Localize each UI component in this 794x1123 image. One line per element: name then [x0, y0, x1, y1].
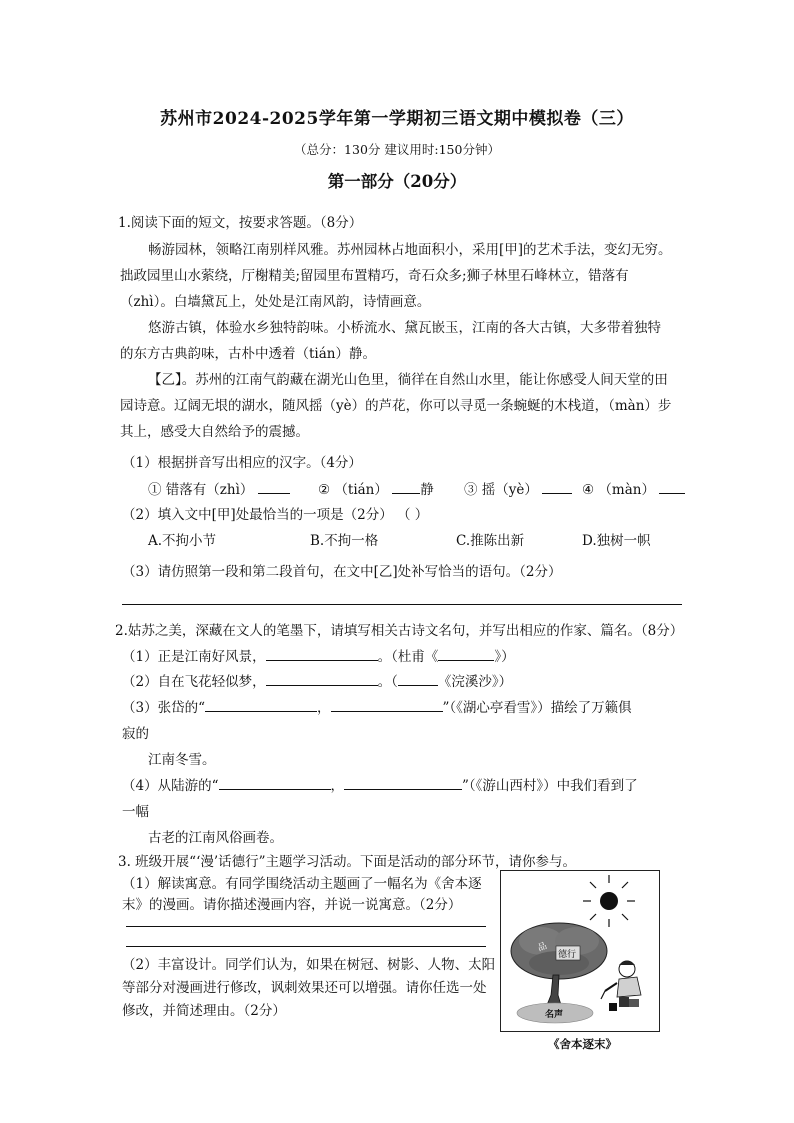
q1-option-c[interactable]: C.推陈出新 [456, 533, 525, 549]
part-heading: 第一部分（20分） [327, 172, 467, 191]
answer-line[interactable] [126, 946, 486, 947]
q1-stem: 1.阅读下面的短文，按要求答题。（8分） [118, 215, 363, 231]
q2-stem: 2.姑苏之美，深藏在文人的笔墨下，请填写相关古诗文名句，并写出相应的作家、篇名。（8分） [115, 623, 684, 639]
answer-blank[interactable] [344, 776, 462, 790]
q1-item-4 [582, 478, 685, 498]
crown-label-2: 德行 [558, 950, 577, 960]
q1-para1-line1: 畅游园林，领略江南别样风雅。苏州园林占地面积小，采用[甲]的艺术手法，变幻无穷。 [148, 242, 672, 258]
q3-sub2-line3: 修改，并简述理由。（2分） [122, 1003, 286, 1019]
q2-line-3-wrap: 寂的 [122, 726, 149, 742]
q3-sub2-line1: （2）丰富设计。同学们认为，如果在树冠、树影、人物、太阳 [122, 957, 496, 973]
q2-line-3 [122, 696, 632, 716]
q2-4-text-c: ”（《游山西村》）中我们看到了 [462, 778, 638, 794]
q1-item-4-label: ④ （màn） [582, 482, 655, 498]
answer-blank[interactable] [219, 776, 331, 790]
q1-item-2-suffix: 静 [420, 482, 434, 498]
answer-blank[interactable] [392, 480, 420, 494]
q1-para2-line1: 悠游古镇，体验水乡独特韵味。小桥流水、黛瓦嵌玉，江南的各大古镇，大多带着独特 [148, 320, 661, 336]
q3-sub1-line2: 末》的漫画。请你描述漫画内容，并说一说寓意。（2分） [122, 897, 462, 913]
answer-blank[interactable] [258, 480, 290, 494]
q2-line-2 [122, 670, 512, 690]
answer-blank[interactable] [266, 647, 378, 661]
q1-item-1-label: ① 错落有（zhì） [148, 482, 254, 498]
q2-1-text-b: 。（杜甫《 [377, 649, 439, 665]
q1-sub1: （1）根据拼音写出相应的汉字。（4分） [122, 455, 362, 471]
q1-option-b[interactable]: B.不拘一格 [310, 533, 379, 549]
answer-blank[interactable] [542, 480, 572, 494]
answer-line[interactable] [122, 604, 682, 605]
q1-sub2: （2）填入文中[甲]处最恰当的一项是（2分） （ ） [122, 507, 429, 523]
q2-1-text: （1）正是江南好风景， [122, 649, 266, 665]
q1-para3-line1: 【乙】。苏州的江南气韵藏在湖光山色里，徜徉在自然山水里，能让你感受人间天堂的田 [148, 372, 668, 388]
q1-para3-line2: 园诗意。辽阔无垠的湖水，随风摇（yè）的芦花，你可以寻觅一条蜿蜒的木栈道，（màn）步 [120, 398, 672, 414]
q1-item-3-label: ③ 摇（yè） [464, 482, 538, 498]
q2-line-3-cont: 江南冬雪。 [148, 752, 216, 768]
q2-line-4-cont: 古老的江南风俗画卷。 [148, 830, 283, 846]
q1-sub3: （3）请仿照第一段和第二段首句，在文中[乙]处补写恰当的语句。（2分） [122, 564, 562, 580]
q1-item-2-label: ② （tián） [318, 482, 388, 498]
q1-item-2 [318, 478, 434, 498]
q2-4-text: （4）从陆游的“ [122, 778, 219, 794]
cartoon-illustration [501, 871, 659, 1031]
paint-bucket [609, 1003, 617, 1011]
q1-para1-line3: （zhì）。白墙黛瓦上，处处是江南风韵，诗情画意。 [120, 294, 431, 310]
q2-line-4-wrap: 一幅 [122, 804, 149, 820]
q1-item-1 [148, 478, 290, 498]
answer-blank[interactable] [205, 698, 317, 712]
answer-blank[interactable] [266, 672, 378, 686]
tree-trunk [547, 975, 561, 1005]
q3-sub1-line1: （1）解读寓意。有同学围绕活动主题画了一幅名为《舍本逐 [122, 876, 482, 892]
exam-info: （总分：130分 建议用时:150分钟） [294, 142, 500, 157]
answer-line[interactable] [126, 926, 486, 927]
q1-para2-line2: 的东方古典韵味，古朴中透着（tián）静。 [120, 346, 376, 362]
q2-3-text: （3）张岱的“ [122, 700, 205, 716]
crown-label-1: 品 [536, 941, 549, 954]
q2-line-4 [122, 774, 638, 794]
cartoon-figure [500, 870, 660, 1032]
answer-blank[interactable] [398, 672, 438, 686]
q3-sub2-line2: 等部分对漫画进行修改，讽刺效果还可以增强。请你任选一处 [122, 980, 487, 996]
q2-1-text-c: 》） [494, 649, 515, 665]
shadow-label: 名声 [545, 1010, 564, 1020]
q1-para1-line2: 拙政园里山水萦绕，厅榭精美;留园里布置精巧，奇石众多;狮子林里石峰林立，错落有 [120, 268, 629, 284]
q2-2-text: （2）自在飞花轻似梦， [122, 674, 266, 690]
figure-caption: 《舍本逐末》 [548, 1037, 617, 1051]
q2-4-text-b: ， [330, 778, 344, 794]
person-figure [601, 961, 641, 1011]
tree-crown [511, 923, 607, 979]
answer-blank[interactable] [438, 647, 494, 661]
q1-option-d[interactable]: D.独树一帜 [582, 533, 651, 549]
q2-3-text-c: ”（《湖心亭看雪》）描绘了万籁俱 [442, 700, 632, 716]
page-title: 苏州市2024-2025学年第一学期初三语文期中模拟卷（三） [160, 109, 634, 129]
q1-option-a[interactable]: A.不拘小节 [148, 533, 217, 549]
q1-para3-line3: 其上，感受大自然给予的震撼。 [120, 424, 309, 440]
q2-2-text-b: 。（ [377, 674, 398, 690]
q2-2-text-c: 《浣溪沙》） [437, 674, 513, 690]
answer-blank[interactable] [659, 480, 685, 494]
q3-stem: 3. 班级开展“‘漫’话德行”主题学习活动。下面是活动的部分环节，请你参与。 [118, 854, 577, 870]
sun-icon [583, 875, 635, 927]
q1-item-3 [464, 478, 572, 498]
q2-3-text-b: ， [317, 700, 331, 716]
q2-line-1 [122, 645, 515, 665]
answer-blank[interactable] [331, 698, 443, 712]
